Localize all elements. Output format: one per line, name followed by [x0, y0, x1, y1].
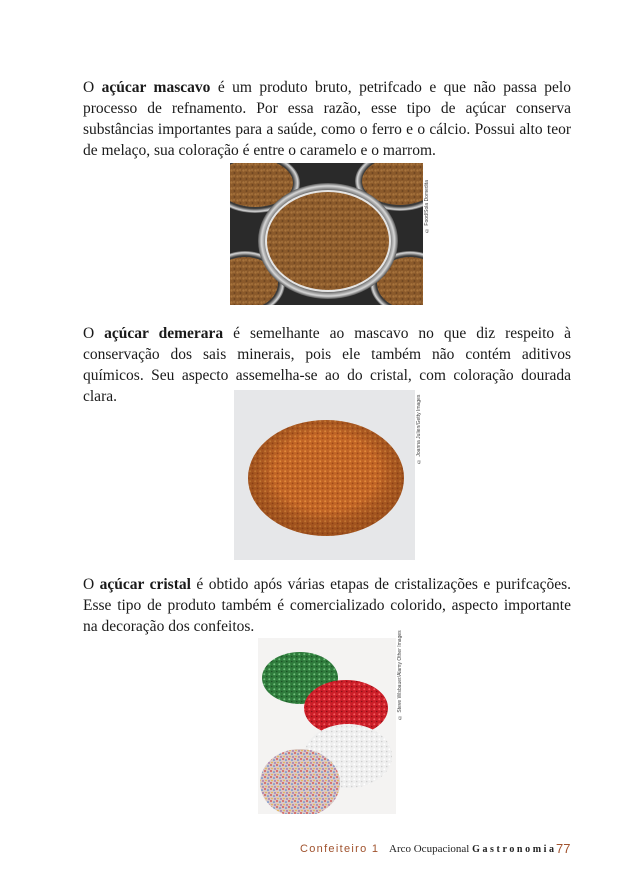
para-intro: O — [83, 79, 102, 96]
para-text: é um produto bruto, petrifcado e que não passa pelo processo de refnamento. Por essa razão, esse tipo de açúcar conserva substâncias importantes para a saúde, como o ferro e o cálcio. Possui alto teor de melaço, sua coloração é entre o caramelo e o marrom. — [83, 79, 571, 159]
footer-arc-name: Gastronomia — [472, 844, 557, 855]
para-intro: O — [83, 325, 105, 342]
photo-credit-cristal: © Steve Wisbauer/Alamy Other Images — [397, 630, 403, 720]
footer-arc — [389, 843, 557, 855]
term-demerara: açúcar demerara — [104, 325, 224, 342]
photo-acucar-mascavo — [230, 163, 423, 305]
photo-acucar-demerara — [234, 390, 415, 560]
footer-course: Confeiteiro 1 — [300, 843, 380, 855]
photo-acucar-cristal — [258, 638, 396, 814]
paragraph-cristal — [83, 574, 571, 637]
footer-arc-label: Arco Ocupacional — [389, 843, 470, 855]
photo-credit-mascavo: © Food/Sola Domedita — [424, 180, 430, 233]
photo-credit-demerara: © Joanna Julien/Getty Images — [416, 394, 422, 464]
para-intro: O — [83, 576, 100, 593]
page-footer — [0, 843, 638, 863]
paragraph-mascavo — [83, 77, 571, 161]
term-mascavo: açúcar mascavo — [101, 79, 211, 96]
page-number: 77 — [556, 841, 571, 856]
para-text: é obtido após várias etapas de cristalizações e purifcações. Esse tipo de produto também é comercializado colorido, aspecto importante na decoração dos confeitos. — [83, 576, 571, 635]
term-cristal: açúcar cristal — [99, 576, 191, 593]
para-text: é semelhante ao mascavo no que diz respeito à conservação dos sais minerais, pois ele também não contém aditivos químicos. Seu aspecto assemelha-se ao do cristal, com coloração dourada clara. — [83, 325, 572, 405]
